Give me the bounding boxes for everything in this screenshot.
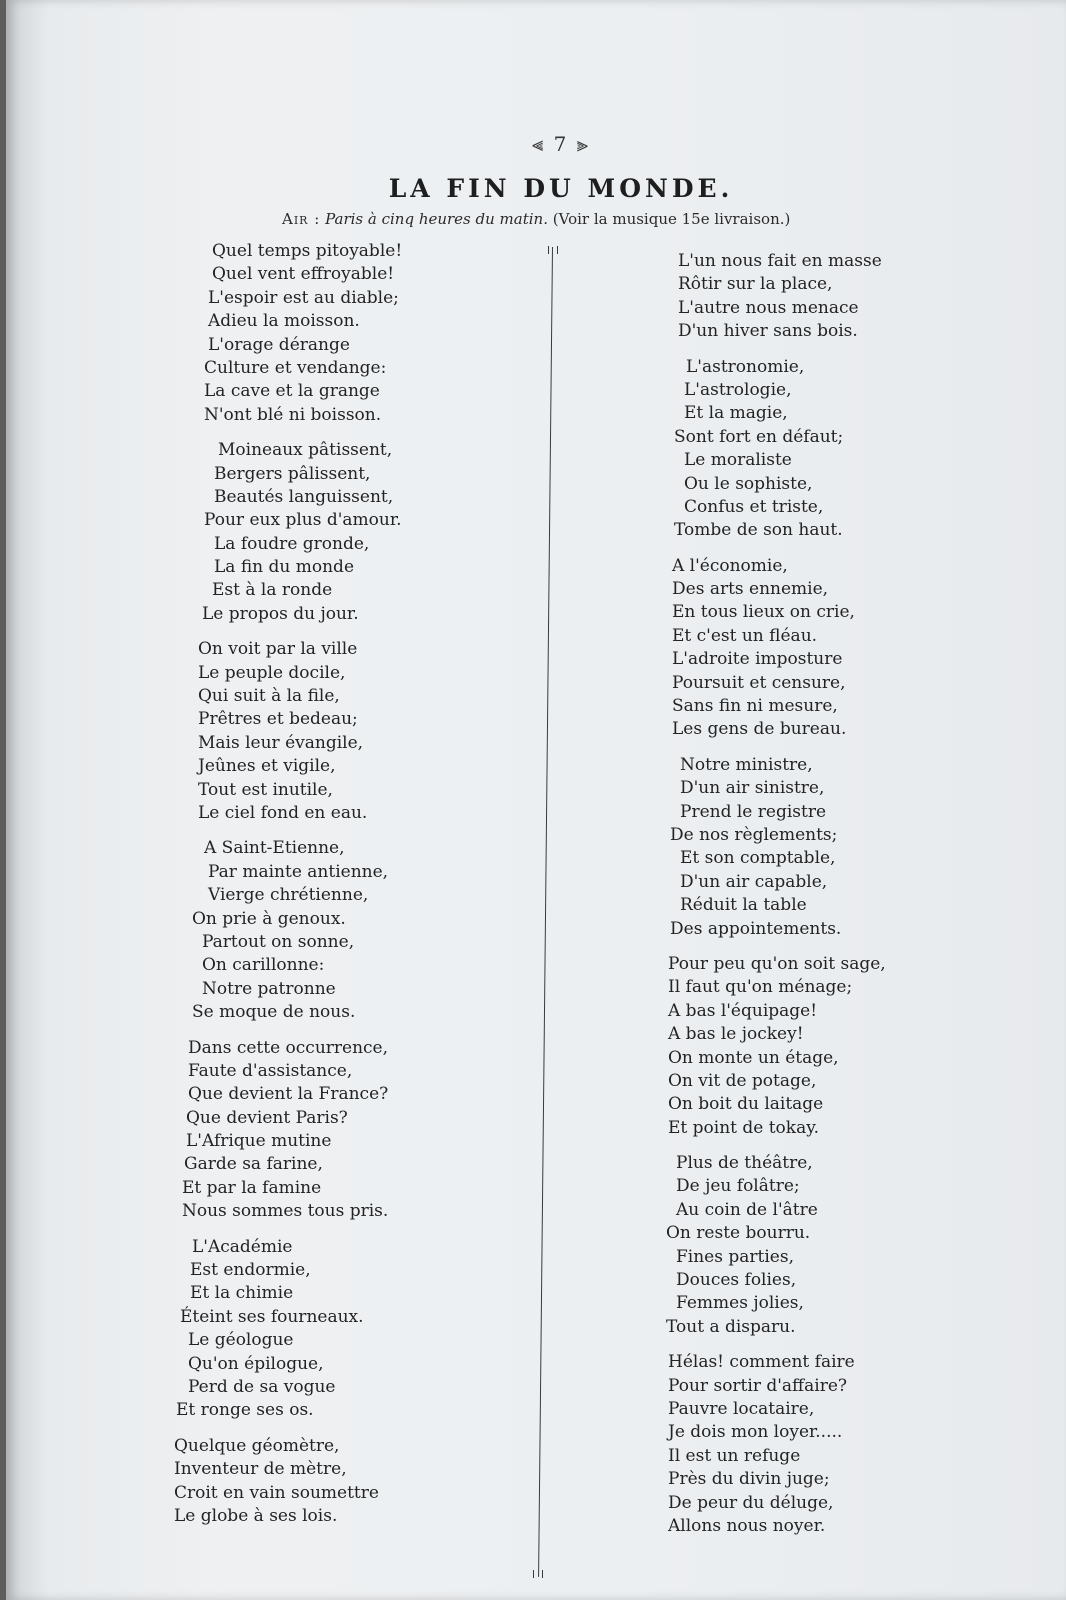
verse-line: Quelque géomètre, bbox=[174, 1435, 340, 1456]
air-line bbox=[282, 210, 790, 228]
verse-line: Le géologue bbox=[188, 1330, 294, 1351]
verse-line: Je dois mon loyer..... bbox=[668, 1422, 843, 1443]
verse-line: Bergers pâlissent, bbox=[214, 463, 371, 484]
verse-line: D'un air sinistre, bbox=[680, 778, 825, 799]
verse-line: En tous lieux on crie, bbox=[672, 602, 855, 623]
verse-line: Tombe de son haut. bbox=[674, 520, 843, 541]
verse-line: L'orage dérange bbox=[208, 334, 350, 355]
verse-line: On monte un étage, bbox=[668, 1047, 839, 1068]
verse-line: Femmes jolies, bbox=[676, 1293, 804, 1314]
verse-line: On carillonne: bbox=[202, 955, 325, 976]
air-label: Air : bbox=[282, 210, 321, 228]
verse-line: Moineaux pâtissent, bbox=[218, 440, 393, 461]
verse-line: Le propos du jour. bbox=[202, 603, 359, 624]
verse-line: Que devient Paris? bbox=[186, 1107, 348, 1128]
verse-line: L'un nous fait en masse bbox=[678, 251, 882, 271]
stanza bbox=[174, 240, 434, 427]
verse-line: La fin du monde bbox=[214, 557, 355, 578]
verse-line: Il faut qu'on ménage; bbox=[668, 977, 853, 998]
verse-line: Le ciel fond en eau. bbox=[198, 802, 368, 823]
verse-line: Dans cette occurrence, bbox=[188, 1037, 389, 1058]
verse-line: Notre patronne bbox=[202, 978, 336, 999]
verse-line: La cave et la grange bbox=[204, 381, 380, 402]
verse-line: Rôtir sur la place, bbox=[678, 274, 833, 295]
verse-line: Prend le registre bbox=[680, 801, 827, 822]
verse-line: A l'économie, bbox=[672, 555, 788, 576]
left-column bbox=[174, 240, 434, 1540]
verse-line: Qui suit à la file, bbox=[198, 686, 340, 707]
verse-line: Qu'on épilogue, bbox=[188, 1353, 324, 1374]
verse-line: Le peuple docile, bbox=[198, 662, 346, 683]
verse-line: La foudre gronde, bbox=[214, 533, 370, 554]
verse-line: D'un hiver sans bois. bbox=[678, 321, 858, 342]
stanza bbox=[662, 250, 942, 344]
verse-line: L'astrologie, bbox=[684, 379, 792, 400]
verse-line: Au coin de l'âtre bbox=[676, 1199, 818, 1220]
verse-line: Poursuit et censure, bbox=[672, 672, 846, 693]
verse-line: On prie à genoux. bbox=[192, 908, 346, 929]
verse-line: Et c'est un fléau. bbox=[672, 625, 818, 646]
verse-line: Pour sortir d'affaire? bbox=[668, 1375, 847, 1396]
verse-line: Des arts ennemie, bbox=[672, 579, 829, 600]
verse-line: Nous sommes tous pris. bbox=[182, 1201, 389, 1222]
verse-line: Se moque de nous. bbox=[192, 1002, 356, 1023]
song-title: LA FIN DU MONDE. bbox=[388, 174, 734, 203]
verse-line: L'espoir est au diable; bbox=[208, 287, 399, 308]
verse-line: Croit en vain soumettre bbox=[174, 1482, 379, 1503]
verse-line: Pour eux plus d'amour. bbox=[204, 510, 402, 531]
verse-line: Prêtres et bedeau; bbox=[198, 709, 358, 730]
verse-line: Il est un refuge bbox=[668, 1445, 801, 1466]
verse-line: Inventeur de mètre, bbox=[174, 1459, 347, 1480]
verse-line: L'Afrique mutine bbox=[186, 1131, 332, 1152]
verse-line: N'ont blé ni boisson. bbox=[204, 404, 382, 425]
stanza bbox=[662, 754, 942, 941]
air-tune: Paris à cinq heures du matin. bbox=[325, 210, 548, 228]
verse-line: Et ronge ses os. bbox=[176, 1400, 314, 1421]
verse-line: Que devient la France? bbox=[188, 1084, 389, 1105]
verse-line: L'Académie bbox=[192, 1236, 293, 1257]
verse-line: Mais leur évangile, bbox=[198, 732, 364, 753]
verse-line: De nos règlements; bbox=[670, 824, 838, 845]
verse-line: On vit de potage, bbox=[668, 1070, 817, 1091]
verse-line: Est endormie, bbox=[190, 1260, 311, 1281]
verse-line: Tout est inutile, bbox=[198, 779, 333, 800]
verse-line: Et son comptable, bbox=[680, 848, 836, 869]
verse-line: Quel temps pitoyable! bbox=[212, 241, 403, 261]
verse-line: Tout a disparu. bbox=[666, 1316, 796, 1337]
verse-line: Sont fort en défaut; bbox=[674, 426, 844, 447]
verse-line: Ou le sophiste, bbox=[684, 473, 813, 494]
verse-line: Beautés languissent, bbox=[214, 486, 394, 507]
verse-line: Douces folies, bbox=[676, 1270, 797, 1291]
verse-line: D'un air capable, bbox=[680, 871, 828, 892]
verse-line: L'astronomie, bbox=[686, 356, 805, 377]
verse-line: Plus de théâtre, bbox=[676, 1153, 813, 1174]
verse-line: Réduit la table bbox=[680, 895, 807, 916]
verse-line: A bas le jockey! bbox=[668, 1024, 804, 1045]
verse-line: Perd de sa vogue bbox=[188, 1376, 336, 1397]
right-column bbox=[662, 250, 942, 1550]
verse-line: Vierge chrétienne, bbox=[208, 885, 369, 906]
verse-line: Quel vent effroyable! bbox=[212, 264, 395, 285]
verse-line: Et la magie, bbox=[684, 403, 788, 424]
verse-line: Faute d'assistance, bbox=[188, 1060, 353, 1081]
verse-line: On voit par la ville bbox=[198, 639, 358, 660]
verse-line: Et la chimie bbox=[190, 1283, 294, 1304]
page-number: ⫷ 7 ⫸ bbox=[532, 132, 590, 156]
verse-line: Les gens de bureau. bbox=[672, 719, 847, 740]
verse-line: Éteint ses fourneaux. bbox=[180, 1306, 364, 1327]
stanza bbox=[174, 1236, 434, 1423]
verse-line: Est à la ronde bbox=[212, 580, 333, 601]
verse-line: Pauvre locataire, bbox=[668, 1398, 815, 1419]
verse-line: Adieu la moisson. bbox=[208, 311, 360, 332]
verse-line: Jeûnes et vigile, bbox=[198, 756, 336, 777]
stanza bbox=[174, 439, 434, 626]
verse-line: Allons nous noyer. bbox=[668, 1515, 826, 1536]
verse-line: Près du divin juge; bbox=[668, 1469, 830, 1490]
stanza bbox=[174, 638, 434, 825]
stanza bbox=[662, 1351, 942, 1538]
stanza bbox=[662, 1152, 942, 1339]
verse-line: Sans fin ni mesure, bbox=[672, 696, 838, 717]
column-divider bbox=[538, 247, 553, 1577]
verse-line: L'adroite imposture bbox=[672, 649, 843, 670]
verse-line: Et par la famine bbox=[182, 1177, 322, 1198]
verse-line: Notre ministre, bbox=[680, 754, 813, 775]
air-note: (Voir la musique 15e livraison.) bbox=[552, 210, 791, 228]
stanza bbox=[174, 1435, 434, 1529]
verse-line: Et point de tokay. bbox=[668, 1117, 819, 1138]
verse-line: Le globe à ses lois. bbox=[174, 1505, 338, 1526]
verse-line: Fines parties, bbox=[676, 1246, 794, 1267]
verse-line: De jeu folâtre; bbox=[676, 1176, 800, 1197]
stanza bbox=[662, 356, 942, 543]
verse-line: Le moraliste bbox=[684, 450, 792, 471]
verse-line: On reste bourru. bbox=[666, 1223, 811, 1244]
verse-line: Confus et triste, bbox=[684, 496, 824, 517]
verse-line: Par mainte antienne, bbox=[208, 861, 389, 882]
verse-line: A bas l'équipage! bbox=[668, 1000, 818, 1021]
stanza bbox=[174, 1037, 434, 1224]
verse-line: Des appointements. bbox=[670, 918, 842, 939]
verse-line: On boit du laitage bbox=[668, 1094, 824, 1115]
verse-line: Hélas! comment faire bbox=[668, 1352, 855, 1373]
verse-line: A Saint-Etienne, bbox=[204, 838, 345, 859]
verse-line: Pour peu qu'on soit sage, bbox=[668, 953, 886, 974]
verse-line: L'autre nous menace bbox=[678, 297, 859, 318]
verse-line: Garde sa farine, bbox=[184, 1154, 323, 1175]
book-page bbox=[6, 0, 1066, 1600]
stanza bbox=[662, 555, 942, 742]
verse-line: Partout on sonne, bbox=[202, 931, 355, 952]
stanza bbox=[662, 953, 942, 1140]
verse-line: De peur du déluge, bbox=[668, 1492, 834, 1513]
divider-bottom-ornament bbox=[533, 1570, 543, 1578]
stanza bbox=[174, 837, 434, 1024]
verse-line: Culture et vendange: bbox=[204, 357, 387, 378]
divider-top-ornament bbox=[548, 246, 558, 254]
